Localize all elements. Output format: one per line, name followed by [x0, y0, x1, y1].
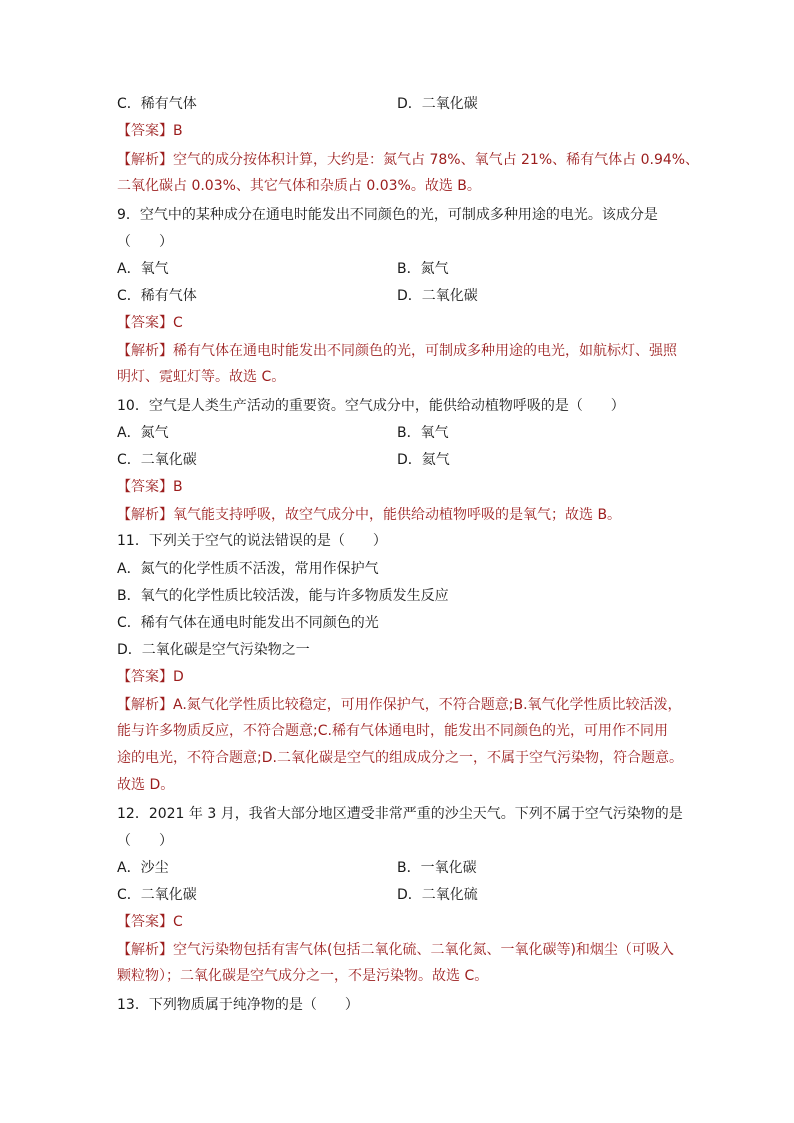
option-row: [117, 858, 477, 878]
answer-line: [117, 667, 184, 687]
analysis-continuation: 二氧化碳占 0.03%、其它气体和杂质占 0.03%。故选 B。: [117, 178, 481, 194]
option-a: A．氮气: [117, 425, 169, 441]
option-row: [117, 286, 478, 306]
analysis-line: [117, 695, 682, 715]
analysis-tag: 【解析】: [117, 343, 173, 359]
analysis-tag: 【解析】: [117, 942, 173, 958]
analysis-continuation: 明灯、霓虹灯等。故选 C。: [117, 369, 286, 385]
analysis-line: [117, 150, 699, 170]
option-d: D．氦气: [397, 452, 450, 468]
answer-line: [117, 912, 183, 932]
analysis-text: 空气污染物包括有害气体(包括二氧化硫、二氧化氮、一氧化碳等)和烟尘（可吸入: [173, 942, 674, 958]
analysis-line: [117, 341, 677, 361]
option-row: [117, 259, 449, 279]
analysis-text: 稀有气体在通电时能发出不同颜色的光，可制成多种用途的电光，如航标灯、强照: [173, 343, 677, 359]
analysis-text: 氧气能支持呼吸，故空气成分中，能供给动植物呼吸的是氧气；故选 B。: [173, 507, 622, 523]
answer-tag: 【答案】: [117, 479, 173, 495]
option-d: D．二氧化碳: [397, 288, 478, 304]
answer-line: [117, 313, 183, 333]
question-9-blank: （ ）: [117, 234, 173, 250]
option-row: [117, 450, 450, 470]
option-c: C．二氧化碳: [117, 452, 197, 468]
answer-value: C: [173, 914, 183, 930]
question-11-stem: 11．下列关于空气的说法错误的是（ ）: [117, 533, 387, 549]
option-row: [117, 423, 449, 443]
analysis-text: 空气的成分按体积计算，大约是：氮气占 78%、氧气占 21%、稀有气体占 0.94%、: [173, 152, 700, 168]
answer-tag: 【答案】: [117, 123, 173, 139]
answer-value: B: [173, 123, 183, 139]
question-12-blank: （ ）: [117, 833, 173, 849]
option-a: A．氧气: [117, 261, 169, 277]
option-d: D．二氧化硫: [397, 887, 478, 903]
analysis-tag: 【解析】: [117, 697, 173, 713]
answer-tag: 【答案】: [117, 914, 173, 930]
option-b: B．氧气的化学性质比较活泼，能与许多物质发生反应: [117, 588, 449, 604]
question-9-stem: 9．空气中的某种成分在通电时能发出不同颜色的光，可制成多种用途的电光。该成分是: [117, 207, 658, 223]
option-c: C．稀有气体: [117, 96, 197, 112]
option-c: C．稀有气体: [117, 288, 197, 304]
answer-value: C: [173, 315, 183, 331]
option-d: D．二氧化碳: [397, 96, 478, 112]
option-b: B．一氧化碳: [397, 860, 477, 876]
answer-tag: 【答案】: [117, 315, 173, 331]
question-10-stem: 10．空气是人类生产活动的重要资。空气成分中，能供给动植物呼吸的是（ ）: [117, 398, 625, 414]
option-a: A．沙尘: [117, 860, 169, 876]
option-b: B．氮气: [397, 261, 449, 277]
answer-value: B: [173, 479, 183, 495]
option-a: A．氮气的化学性质不活泼，常用作保护气: [117, 561, 379, 577]
option-c: C．稀有气体在通电时能发出不同颜色的光: [117, 615, 379, 631]
analysis-text: A.氮气化学性质比较稳定，可用作保护气，不符合题意;B.氧气化学性质比较活泼，: [173, 697, 682, 713]
option-b: B．氧气: [397, 425, 449, 441]
answer-line: [117, 477, 183, 497]
option-d: D．二氧化碳是空气污染物之一: [117, 642, 310, 658]
option-c: C．二氧化碳: [117, 887, 197, 903]
answer-tag: 【答案】: [117, 669, 173, 685]
question-13-stem: 13．下列物质属于纯净物的是（ ）: [117, 997, 359, 1013]
analysis-continuation: 颗粒物）；二氧化碳是空气成分之一，不是污染物。故选 C。: [117, 968, 489, 984]
analysis-continuation: 故选 D。: [117, 777, 175, 793]
analysis-tag: 【解析】: [117, 507, 173, 523]
analysis-line: [117, 505, 621, 525]
analysis-tag: 【解析】: [117, 152, 173, 168]
analysis-continuation: 能与许多物质反应，不符合题意;C.稀有气体通电时，能发出不同颜色的光，可用作不同用: [117, 723, 668, 739]
analysis-continuation: 途的电光，不符合题意;D.二氧化碳是空气的组成成分之一，不属于空气污染物，符合题意。: [117, 750, 683, 766]
option-row: [117, 885, 478, 905]
option-row: [117, 94, 478, 114]
question-12-stem: 12．2021 年 3 月，我省大部分地区遭受非常严重的沙尘天气。下列不属于空气污染物的是: [117, 806, 683, 822]
analysis-line: [117, 940, 674, 960]
answer-value: D: [173, 669, 184, 685]
answer-line: [117, 121, 183, 141]
